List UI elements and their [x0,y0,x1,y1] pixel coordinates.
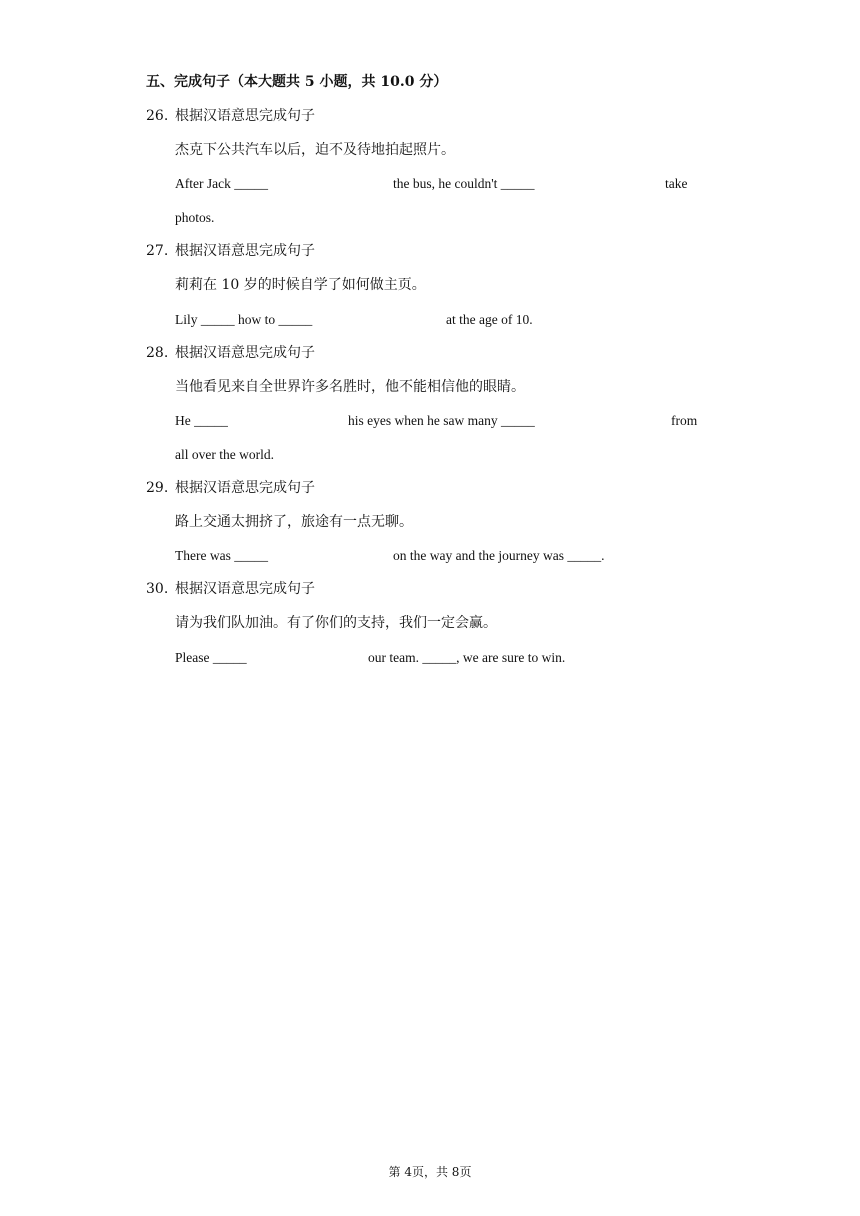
question-number: 29. [146,480,169,496]
english-fragment: There was _____ [175,548,268,563]
english-fragment: our team. _____, we are sure to win. [368,650,566,665]
english-fragment: the bus, he couldn't _____ [393,176,535,191]
english-fragment: Lily _____ how to _____ [175,312,313,327]
question-number: 28. [146,345,169,361]
chinese-sentence: 请为我们队加油。有了你们的支持，我们一定会赢。 [175,615,497,631]
english-fragment: all over the world. [175,447,274,462]
question-number: 30. [146,581,169,597]
question-instruction: 根据汉语意思完成句子 [175,581,315,597]
chinese-sentence: 杰克下公共汽车以后，迫不及待地拍起照片。 [175,142,455,158]
english-fragment: on the way and the journey was _____. [393,548,605,563]
english-fragment: He _____ [175,413,228,428]
question-number: 26. [146,108,169,124]
english-fragment: at the age of 10. [446,312,533,327]
question-instruction: 根据汉语意思完成句子 [175,108,315,124]
english-fragment: photos. [175,210,215,225]
question-instruction: 根据汉语意思完成句子 [175,480,315,496]
english-fragment: Please _____ [175,650,247,665]
question-number: 27. [146,243,169,259]
question-instruction: 根据汉语意思完成句子 [175,243,315,259]
english-fragment: his eyes when he saw many _____ [348,413,535,428]
english-fragment: take [665,176,688,191]
english-fragment: from [671,413,698,428]
english-fragment: After Jack _____ [175,176,268,191]
chinese-sentence: 当他看见来自全世界许多名胜时，他不能相信他的眼睛。 [175,379,525,395]
chinese-sentence: 路上交通太拥挤了，旅途有一点无聊。 [175,514,413,530]
page-footer: 第 4页，共 8页 [388,1165,472,1179]
chinese-sentence: 莉莉在 10 岁的时候自学了如何做主页。 [175,277,426,293]
section-title: 五、完成句子（本大题共 5 小题，共 10.0 分） [146,74,448,90]
question-instruction: 根据汉语意思完成句子 [175,345,315,361]
